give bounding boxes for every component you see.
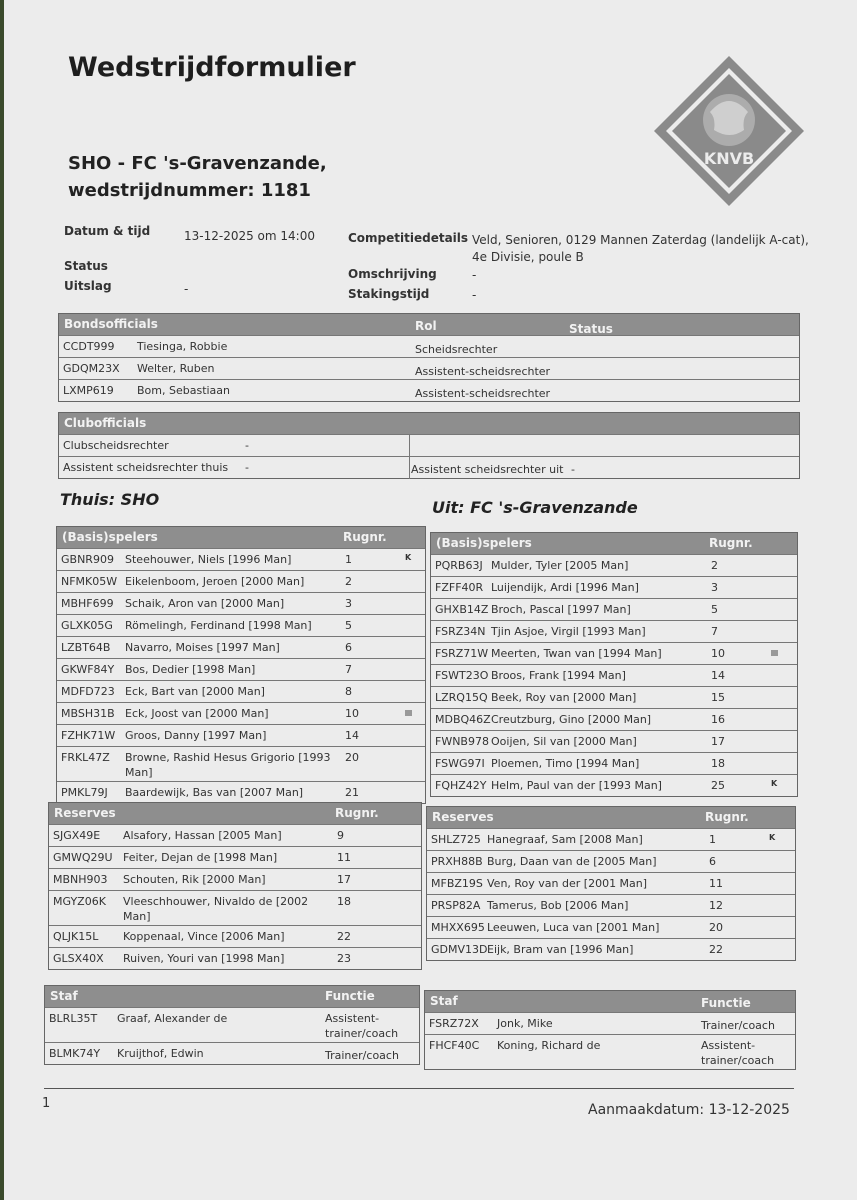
staf-functie: Assistent-trainer/coach (701, 1039, 775, 1067)
table-row (57, 658, 425, 680)
player-rugnr: 7 (711, 625, 718, 638)
player-rugnr: 7 (345, 663, 352, 676)
player-name: Navarro, Moises [1997 Man] (125, 641, 280, 654)
table-row (59, 456, 799, 478)
official-rol: Assistent-scheidsrechter (415, 365, 551, 378)
table-row (45, 1007, 419, 1042)
clubscheids-value: - (245, 439, 249, 452)
bondsofficials-table (58, 313, 800, 402)
home-players-table (56, 526, 426, 804)
player-name: Ploemen, Timo [1994 Man] (491, 757, 640, 770)
player-code: MBHF699 (61, 597, 114, 610)
staf-name: Kruijthof, Edwin (117, 1047, 204, 1060)
away-reserves-table (426, 806, 796, 961)
player-rugnr: 10 (711, 647, 725, 660)
player-name: Hanegraaf, Sam [2008 Man] (487, 833, 643, 846)
player-rugnr: 1 (709, 833, 716, 846)
player-rugnr: 12 (709, 899, 723, 912)
player-code: SHLZ725 (431, 833, 481, 846)
table-row (431, 774, 797, 796)
table-row (427, 894, 795, 916)
player-name: Koppenaal, Vince [2006 Man] (123, 930, 285, 943)
knvb-logo-icon (652, 54, 806, 208)
home-reserves-list (49, 824, 421, 969)
clubscheids-label: Clubscheidsrechter (63, 439, 169, 452)
player-rugnr: 3 (345, 597, 352, 610)
player-rugnr: 5 (345, 619, 352, 632)
staf-functie: Trainer/coach (701, 1019, 775, 1032)
player-name: Tjin Asjoe, Virgil [1993 Man] (491, 625, 646, 638)
player-rugnr: 20 (345, 751, 359, 764)
official-rol: Assistent-scheidsrechter (415, 387, 551, 400)
logo-text: KNVB (703, 149, 755, 168)
datum-label: Datum & tijd (64, 224, 151, 238)
player-rugnr: 3 (711, 581, 718, 594)
away-rugnr-header: Rugnr. (709, 536, 753, 550)
away-reserves-rugnr-header: Rugnr. (705, 810, 749, 824)
player-code: FSRZ71W (435, 647, 489, 660)
player-name: Creutzburg, Gino [2000 Man] (491, 713, 652, 726)
assistent-uit-value: - (571, 463, 575, 476)
clubofficials-title: Clubofficials (64, 416, 147, 430)
staf-functie: Trainer/coach (325, 1049, 399, 1062)
uitslag-value: - (184, 282, 189, 296)
player-name: Vleeschhouwer, Nivaldo de [2002 Man] (123, 895, 309, 923)
player-code: FQHZ42Y (435, 779, 487, 792)
player-code: MDBQ46Z (435, 713, 491, 726)
player-rugnr: 17 (337, 873, 351, 886)
player-name: Groos, Danny [1997 Man] (125, 729, 267, 742)
player-code: GDMV13D (431, 943, 488, 956)
table-row (57, 781, 425, 803)
player-code: MGYZ06K (53, 895, 106, 908)
player-rugnr: 22 (337, 930, 351, 943)
table-row (431, 686, 797, 708)
staf-code: BLMK74Y (49, 1047, 101, 1060)
player-name: Ven, Roy van der [2001 Man] (487, 877, 648, 890)
player-name: Ruiven, Youri van [1998 Man] (123, 952, 285, 965)
away-staf-table (424, 990, 796, 1070)
player-rugnr: 6 (345, 641, 352, 654)
comp-value-line2: 4e Divisie, poule B (472, 250, 584, 264)
table-row (49, 868, 421, 890)
player-code: GKWF84Y (61, 663, 115, 676)
player-rugnr: 2 (711, 559, 718, 572)
table-row (57, 614, 425, 636)
table-row (49, 890, 421, 925)
player-name: Browne, Rashid Hesus Grigorio [1993 Man] (125, 751, 331, 779)
player-code: GHXB14Z (435, 603, 489, 616)
home-team-title: Thuis: SHO (60, 490, 160, 509)
table-row (57, 592, 425, 614)
table-row (431, 708, 797, 730)
table-row (431, 642, 797, 664)
player-code: MBSH31B (61, 707, 115, 720)
official-name: Bom, Sebastiaan (137, 384, 231, 397)
home-functie-header: Functie (325, 989, 375, 1003)
captain-mark: K (769, 833, 776, 842)
staking-label: Stakingstijd (348, 287, 430, 301)
comp-value-line1: Veld, Senioren, 0129 Mannen Zaterdag (landelijk A-cat), (472, 233, 809, 247)
home-rugnr-header: Rugnr. (343, 530, 387, 544)
match-teams: SHO - FC 's-Gravenzande, (68, 153, 327, 174)
away-reserves-header (427, 807, 795, 828)
player-name: Eck, Joost van [2000 Man] (125, 707, 269, 720)
player-rugnr: 8 (345, 685, 352, 698)
player-code: GBNR909 (61, 553, 114, 566)
player-code: PMKL79J (61, 786, 108, 799)
table-row (49, 925, 421, 947)
table-row (59, 434, 799, 456)
clubofficials-header (59, 413, 799, 434)
player-name: Broch, Pascal [1997 Man] (491, 603, 631, 616)
player-rugnr: 1 (345, 553, 352, 566)
staf-code: BLRL35T (49, 1012, 98, 1025)
player-name: Bos, Dedier [1998 Man] (125, 663, 256, 676)
table-row (59, 357, 799, 379)
player-code: LZRQ15Q (435, 691, 488, 704)
table-row (427, 938, 795, 960)
player-code: MFBZ19S (431, 877, 483, 890)
home-players-header (57, 527, 425, 548)
player-name: Eikelenboom, Jeroen [2000 Man] (125, 575, 305, 588)
away-players-list (431, 554, 797, 796)
player-name: Tamerus, Bob [2006 Man] (487, 899, 629, 912)
rol-header: Rol (415, 319, 437, 333)
table-row (431, 620, 797, 642)
uitslag-label: Uitslag (64, 279, 112, 293)
player-rugnr: 9 (337, 829, 344, 842)
table-row (431, 576, 797, 598)
assistent-thuis-value: - (245, 461, 249, 474)
home-reserves-rugnr-header: Rugnr. (335, 806, 379, 820)
staf-name: Jonk, Mike (497, 1017, 553, 1030)
player-name: Mulder, Tyler [2005 Man] (491, 559, 629, 572)
player-rugnr: 21 (345, 786, 359, 799)
home-reserves-title: Reserves (54, 806, 116, 820)
table-row (427, 872, 795, 894)
assistent-thuis-label: Assistent scheidsrechter thuis (63, 461, 229, 474)
home-reserves-table (48, 802, 422, 970)
omschrijving-value: - (472, 268, 477, 282)
table-row (57, 636, 425, 658)
table-row (57, 548, 425, 570)
table-row (425, 1034, 795, 1069)
player-code: FWNB978 (435, 735, 489, 748)
away-reserves-list (427, 828, 795, 960)
table-row (49, 846, 421, 868)
match-heading (68, 150, 327, 204)
player-name: Ooijen, Sil van [2000 Man] (491, 735, 637, 748)
player-code: MDFD723 (61, 685, 115, 698)
player-rugnr: 22 (709, 943, 723, 956)
footer-divider (44, 1088, 794, 1089)
table-row (427, 916, 795, 938)
match-number: wedstrijdnummer: 1181 (68, 180, 311, 201)
official-rol: Scheidsrechter (415, 343, 498, 356)
player-code: GLXK05G (61, 619, 113, 632)
official-name: Tiesinga, Robbie (137, 340, 228, 353)
staf-code: FSRZ72X (429, 1017, 479, 1030)
bondsofficials-title: Bondsofficials (64, 317, 158, 331)
official-code: GDQM23X (63, 362, 120, 375)
away-basis-title: (Basis)spelers (436, 536, 532, 550)
player-rugnr: 17 (711, 735, 725, 748)
player-name: Baardewijk, Bas van [2007 Man] (125, 786, 304, 799)
player-rugnr: 11 (337, 851, 351, 864)
staf-functie: Assistent-trainer/coach (325, 1012, 399, 1040)
captain-mark: K (405, 553, 412, 562)
player-rugnr: 11 (709, 877, 723, 890)
status-square-icon (771, 650, 778, 656)
table-row (427, 850, 795, 872)
player-code: PQRB63J (435, 559, 483, 572)
player-name: Meerten, Twan van [1994 Man] (491, 647, 662, 660)
staking-value: - (472, 288, 477, 302)
comp-label: Competitiedetails (348, 231, 469, 245)
assistent-uit-label: Assistent scheidsrechter uit (411, 463, 564, 476)
player-code: MBNH903 (53, 873, 108, 886)
player-rugnr: 6 (709, 855, 716, 868)
player-code: LZBT64B (61, 641, 111, 654)
away-players-table (430, 532, 798, 797)
form-page (4, 0, 857, 1200)
table-row (431, 554, 797, 576)
player-name: Römelingh, Ferdinand [1998 Man] (125, 619, 312, 632)
table-row (57, 746, 425, 781)
page-number: 1 (42, 1096, 51, 1111)
home-basis-title: (Basis)spelers (62, 530, 158, 544)
status-square-icon (405, 710, 412, 716)
player-code: FRKL47Z (61, 751, 110, 764)
official-code: LXMP619 (63, 384, 114, 397)
staf-name: Graaf, Alexander de (117, 1012, 228, 1025)
clubofficials-table (58, 412, 800, 479)
table-row (57, 702, 425, 724)
table-row (49, 947, 421, 969)
player-name: Steehouwer, Niels [1996 Man] (125, 553, 292, 566)
staf-code: FHCF40C (429, 1039, 480, 1052)
player-code: GLSX40X (53, 952, 104, 965)
player-name: Schaik, Aron van [2000 Man] (125, 597, 285, 610)
player-name: Leeuwen, Luca van [2001 Man] (487, 921, 660, 934)
player-code: PRSP82A (431, 899, 481, 912)
player-rugnr: 10 (345, 707, 359, 720)
player-rugnr: 15 (711, 691, 725, 704)
home-staf-table (44, 985, 420, 1065)
player-rugnr: 14 (345, 729, 359, 742)
player-name: Feiter, Dejan de [1998 Man] (123, 851, 278, 864)
player-rugnr: 14 (711, 669, 725, 682)
table-row (431, 664, 797, 686)
away-staf-title: Staf (430, 994, 458, 1008)
player-name: Broos, Frank [1994 Man] (491, 669, 626, 682)
table-row (431, 598, 797, 620)
status-label: Status (64, 259, 108, 273)
player-name: Luijendijk, Ardi [1996 Man] (491, 581, 639, 594)
player-rugnr: 20 (709, 921, 723, 934)
player-code: NFMK05W (61, 575, 118, 588)
table-row (427, 828, 795, 850)
table-row (59, 335, 799, 357)
away-staf-header (425, 991, 795, 1012)
table-row (57, 680, 425, 702)
home-players-list (57, 548, 425, 803)
player-code: MHXX695 (431, 921, 485, 934)
table-row (45, 1042, 419, 1064)
player-rugnr: 18 (711, 757, 725, 770)
table-row (425, 1012, 795, 1034)
player-rugnr: 25 (711, 779, 725, 792)
player-code: FZHK71W (61, 729, 116, 742)
table-row (431, 752, 797, 774)
away-functie-header: Functie (701, 996, 751, 1010)
player-rugnr: 18 (337, 895, 351, 908)
player-rugnr: 23 (337, 952, 351, 965)
player-name: Eck, Bart van [2000 Man] (125, 685, 265, 698)
player-name: Burg, Daan van de [2005 Man] (487, 855, 657, 868)
player-code: PRXH88B (431, 855, 483, 868)
page-title: Wedstrijdformulier (68, 52, 356, 83)
player-rugnr: 2 (345, 575, 352, 588)
player-name: Eijk, Bram van [1996 Man] (487, 943, 634, 956)
player-rugnr: 16 (711, 713, 725, 726)
official-name: Welter, Ruben (137, 362, 215, 375)
datum-value: 13-12-2025 om 14:00 (184, 229, 315, 243)
bondsofficials-header (59, 314, 799, 335)
status-header: Status (569, 322, 613, 336)
away-players-header (431, 533, 797, 554)
home-staf-title: Staf (50, 989, 78, 1003)
home-staf-header (45, 986, 419, 1007)
player-code: QLJK15L (53, 930, 99, 943)
official-code: CCDT999 (63, 340, 115, 353)
away-team-title: Uit: FC 's-Gravenzande (432, 498, 638, 517)
staf-name: Koning, Richard de (497, 1039, 601, 1052)
player-code: GMWQ29U (53, 851, 113, 864)
player-code: FSRZ34N (435, 625, 486, 638)
player-code: FSWG97I (435, 757, 485, 770)
player-name: Helm, Paul van der [1993 Man] (491, 779, 662, 792)
table-row (49, 824, 421, 846)
table-row (59, 379, 799, 401)
away-reserves-title: Reserves (432, 810, 494, 824)
player-code: FZFF40R (435, 581, 484, 594)
table-row (431, 730, 797, 752)
table-row (57, 724, 425, 746)
creation-date: Aanmaakdatum: 13-12-2025 (588, 1102, 790, 1118)
home-reserves-header (49, 803, 421, 824)
player-code: FSWT23O (435, 669, 489, 682)
table-row (57, 570, 425, 592)
player-name: Alsafory, Hassan [2005 Man] (123, 829, 282, 842)
omschrijving-label: Omschrijving (348, 267, 437, 281)
player-code: SJGX49E (53, 829, 101, 842)
player-rugnr: 5 (711, 603, 718, 616)
captain-mark: K (771, 779, 778, 788)
player-name: Schouten, Rik [2000 Man] (123, 873, 266, 886)
player-name: Beek, Roy van [2000 Man] (491, 691, 637, 704)
